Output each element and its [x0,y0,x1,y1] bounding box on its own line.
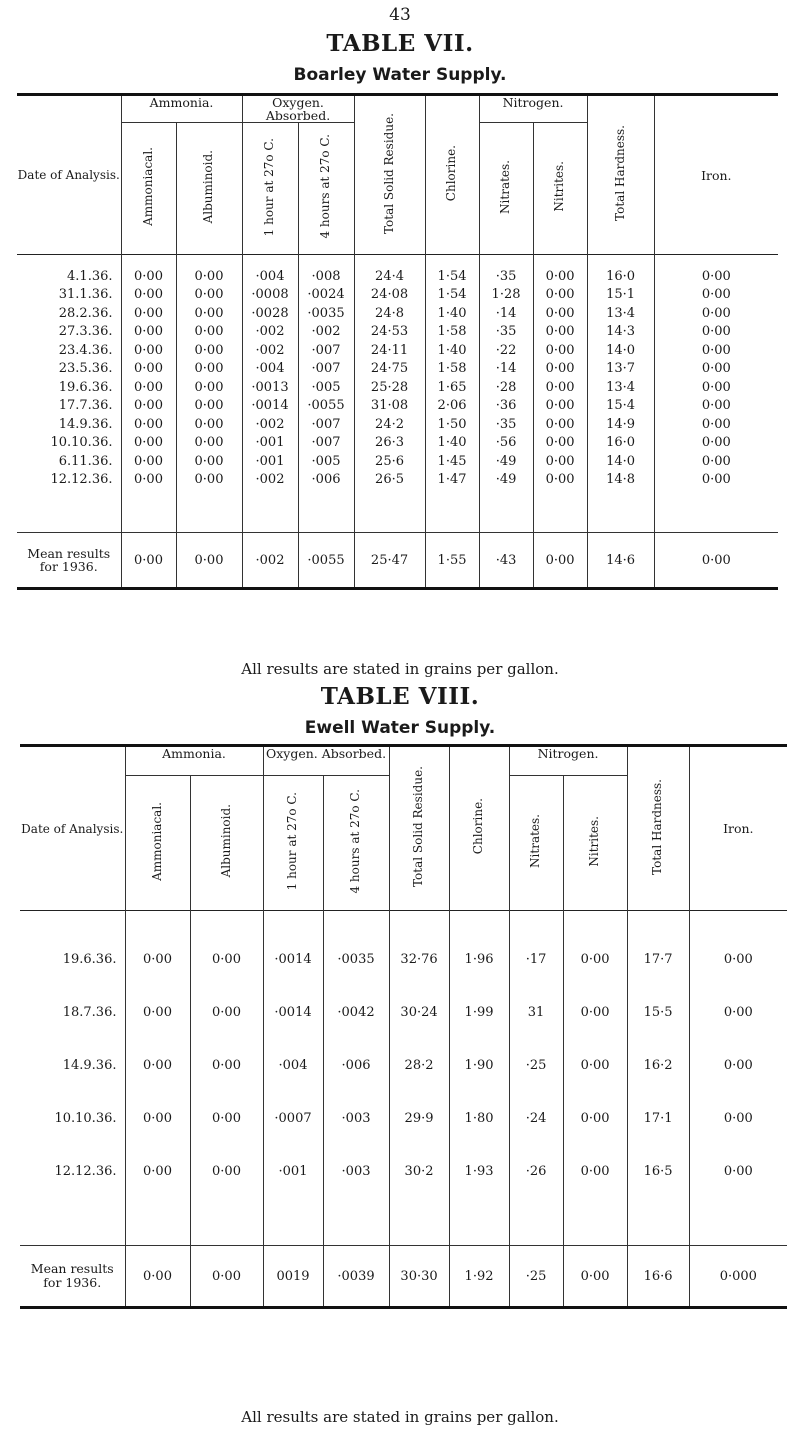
mean-cell: ·002 [242,533,298,589]
mean-cell: 0·00 [121,533,176,589]
table-vii [17,93,778,590]
date-cell: 4.1.36. [67,268,113,284]
mean-cell: 30·30 [389,1246,449,1308]
mean-cell: ·0055 [298,533,354,589]
value-cell: 0·00 [190,1145,263,1198]
value-cell: 0·00 [563,986,627,1039]
value-cell: ·002 [242,470,298,489]
value-cell: 0·00 [689,933,787,986]
date-cell: 12.12.36. [54,1163,117,1179]
value-cell: ·0024 [298,285,354,304]
value-cell: ·002 [242,322,298,341]
mean-cell: 1·92 [449,1246,509,1308]
date-cell: 10.10.36. [54,1110,117,1126]
page-number: 43 [389,5,411,25]
mean-cell: ·25 [509,1246,563,1308]
value-cell: 0·00 [533,285,587,304]
value-cell: 0·00 [176,359,242,378]
value-cell: 1·58 [425,359,479,378]
value-cell: 0·00 [121,470,176,489]
value-cell: 0·00 [125,986,190,1039]
value-cell: 1·54 [425,267,479,286]
value-cell: 0·00 [654,304,778,323]
value-cell: 16·2 [627,1039,689,1092]
value-cell: ·002 [298,322,354,341]
ammoniacal-header: Ammoniacal. [125,776,190,911]
date-cell: 10.10.36. [50,435,113,450]
value-cell: ·004 [242,359,298,378]
value-cell: ·49 [479,470,533,489]
value-cell: ·005 [298,452,354,471]
value-cell: 0·00 [654,267,778,286]
mean-cell: 0·00 [125,1246,190,1308]
table-row [17,341,778,360]
value-cell: 30·24 [389,986,449,1039]
value-cell: 1·65 [425,378,479,397]
date-cell: 28.2.36. [58,305,113,321]
date-cell: 6.11.36. [58,453,113,469]
nitrites-header: Nitrites. [563,776,627,911]
value-cell: 0·00 [689,1092,787,1145]
value-cell: ·0013 [242,378,298,397]
mean-cell: 0·00 [533,533,587,589]
value-cell: ·17 [509,933,563,986]
value-cell: ·0014 [263,933,323,986]
value-cell: 0·00 [533,415,587,434]
value-cell: 16·5 [627,1145,689,1198]
value-cell: 26·5 [354,470,425,489]
ammonia-header: Ammonia. [125,746,263,776]
value-cell: 0·00 [190,1092,263,1145]
total-solid-header: Total Solid Residue. [389,746,449,911]
value-cell: ·0014 [242,396,298,415]
value-cell: 0·00 [563,1145,627,1198]
value-cell: 0·00 [176,415,242,434]
value-cell: ·0028 [242,304,298,323]
value-cell: 24·4 [354,267,425,286]
value-cell: 0·00 [176,378,242,397]
value-cell: ·14 [479,304,533,323]
value-cell: ·003 [323,1145,389,1198]
mean-cell: 16·6 [627,1246,689,1308]
table-vii-subtitle: Boarley Water Supply. [293,65,507,85]
value-cell: 0·00 [533,470,587,489]
value-cell: ·007 [298,359,354,378]
mean-label: Mean results for 1936. [27,545,111,575]
value-cell: 0·00 [563,933,627,986]
mean-cell: ·0039 [323,1246,389,1308]
value-cell: 0·00 [176,285,242,304]
value-cell: 0·00 [533,396,587,415]
value-cell: 28·2 [389,1039,449,1092]
value-cell: 24·53 [354,322,425,341]
table-vii-title: TABLE VII. [326,30,474,57]
mean-cell: 0·00 [176,533,242,589]
value-cell: 0·00 [176,433,242,452]
value-cell: 1·96 [449,933,509,986]
value-cell: ·36 [479,396,533,415]
table-row [17,378,778,397]
value-cell: 13·4 [587,378,654,397]
ammoniacal-header: Ammoniacal. [121,123,176,255]
value-cell: 14·9 [587,415,654,434]
table-row [17,470,778,489]
table-viii-subtitle: Ewell Water Supply. [304,718,496,738]
date-cell: 12.12.36. [50,472,113,487]
value-cell: ·26 [509,1145,563,1198]
value-cell: 1·58 [425,322,479,341]
value-cell: ·007 [298,341,354,360]
oxygen-4h-header: 4 hours at 27o C. [298,123,354,255]
value-cell: 17·7 [627,933,689,986]
mean-cell: 0·00 [190,1246,263,1308]
value-cell: ·001 [263,1145,323,1198]
value-cell: 0·00 [176,322,242,341]
date-cell: 23.5.36. [58,361,113,376]
value-cell: 0·00 [689,1039,787,1092]
value-cell: 0·00 [125,1092,190,1145]
mean-cell: ·43 [479,533,533,589]
table-row [20,986,787,1039]
value-cell: ·005 [298,378,354,397]
value-cell: 0·00 [689,986,787,1039]
value-cell: ·0007 [263,1092,323,1145]
value-cell: 14·0 [587,452,654,471]
value-cell: 26·3 [354,433,425,452]
value-cell: ·002 [242,415,298,434]
table-viii-note: All results are stated in grains per gallon. [241,1408,559,1426]
oxygen-header: Oxygen. Absorbed. [242,95,354,123]
value-cell: ·49 [479,452,533,471]
mean-cell: 1·55 [425,533,479,589]
value-cell: 32·76 [389,933,449,986]
value-cell: 0·00 [533,433,587,452]
value-cell: ·0055 [298,396,354,415]
value-cell: ·28 [479,378,533,397]
table-row [17,415,778,434]
value-cell: 25·28 [354,378,425,397]
nitrogen-header: Nitrogen. [479,95,587,123]
value-cell: 0·00 [654,415,778,434]
value-cell: 1·45 [425,452,479,471]
value-cell: ·14 [479,359,533,378]
value-cell: 0·00 [654,452,778,471]
value-cell: 0·00 [654,359,778,378]
mean-cell: 0·00 [654,533,778,589]
table-row [17,433,778,452]
value-cell: 1·99 [449,986,509,1039]
date-header: Date of Analysis. [17,168,120,183]
table-row [17,452,778,471]
value-cell: 0·00 [190,986,263,1039]
value-cell: 0·00 [689,1145,787,1198]
value-cell: ·0008 [242,285,298,304]
value-cell: 0·00 [176,304,242,323]
date-cell: 14.9.36. [58,416,113,432]
value-cell: 16·0 [587,433,654,452]
value-cell: 24·2 [354,415,425,434]
value-cell: 0·00 [654,322,778,341]
ammonia-header: Ammonia. [121,95,242,123]
value-cell: ·0014 [263,986,323,1039]
hardness-header: Total Hardness. [587,95,654,255]
table-row [17,322,778,341]
value-cell: 0·00 [654,285,778,304]
value-cell: 17·1 [627,1092,689,1145]
total-solid-header: Total Solid Residue. [354,95,425,255]
value-cell: 24·11 [354,341,425,360]
value-cell: ·001 [242,433,298,452]
table-row [17,285,778,304]
date-cell: 17.7.36. [58,398,113,413]
value-cell: 1·28 [479,285,533,304]
value-cell: 0·00 [121,433,176,452]
value-cell: 0·00 [121,304,176,323]
value-cell: 0·00 [121,359,176,378]
value-cell: ·007 [298,415,354,434]
value-cell: 13·7 [587,359,654,378]
value-cell: 1·93 [449,1145,509,1198]
value-cell: 0·00 [125,1145,190,1198]
oxygen-1h-header: 1 hour at 27o C. [263,776,323,911]
value-cell: ·0035 [298,304,354,323]
value-cell: 0·00 [563,1092,627,1145]
value-cell: ·25 [509,1039,563,1092]
date-cell: 27.3.36. [58,324,113,339]
value-cell: 0·00 [176,452,242,471]
value-cell: 0·00 [654,396,778,415]
date-header: Date of Analysis. [21,821,124,836]
table-row [20,933,787,986]
value-cell: ·0042 [323,986,389,1039]
value-cell: 0·00 [654,433,778,452]
mean-cell: 0019 [263,1246,323,1308]
value-cell: 0·00 [176,470,242,489]
table-vii-note: All results are stated in grains per gallon. [241,660,559,678]
value-cell: ·001 [242,452,298,471]
mean-row [17,533,778,589]
value-cell: ·006 [323,1039,389,1092]
value-cell: 0·00 [190,1039,263,1092]
value-cell: 0·00 [654,341,778,360]
value-cell: 15·4 [587,396,654,415]
value-cell: ·24 [509,1092,563,1145]
date-cell: 23.4.36. [58,342,113,358]
mean-cell: 14·6 [587,533,654,589]
table-row [17,304,778,323]
value-cell: 31·08 [354,396,425,415]
oxygen-1h-header: 1 hour at 27o C. [242,123,298,255]
table-viii [20,744,787,1309]
value-cell: 0·00 [563,1039,627,1092]
value-cell: ·22 [479,341,533,360]
value-cell: 0·00 [533,267,587,286]
value-cell: 0·00 [533,359,587,378]
nitrates-header: Nitrates. [509,776,563,911]
table-row [20,1145,787,1198]
mean-cell: 0·000 [689,1246,787,1308]
value-cell: 0·00 [533,452,587,471]
nitrogen-header: Nitrogen. [509,746,627,776]
value-cell: ·008 [298,267,354,286]
value-cell: 0·00 [533,322,587,341]
value-cell: 0·00 [121,415,176,434]
value-cell: 15·1 [587,285,654,304]
value-cell: 14·0 [587,341,654,360]
chlorine-header: Chlorine. [449,746,509,911]
value-cell: 14·8 [587,470,654,489]
table-row [17,396,778,415]
iron-header: Iron. [654,95,778,255]
value-cell: ·35 [479,322,533,341]
value-cell: ·004 [263,1039,323,1092]
value-cell: ·004 [242,267,298,286]
oxygen-header: Oxygen. Absorbed. [263,746,389,776]
value-cell: 0·00 [176,341,242,360]
value-cell: 0·00 [121,452,176,471]
value-cell: 29·9 [389,1092,449,1145]
value-cell: 25·6 [354,452,425,471]
value-cell: 24·08 [354,285,425,304]
mean-cell: 25·47 [354,533,425,589]
value-cell: ·007 [298,433,354,452]
table-row [20,1092,787,1145]
value-cell: 1·90 [449,1039,509,1092]
value-cell: 0·00 [125,933,190,986]
hardness-header: Total Hardness. [627,746,689,911]
value-cell: ·56 [479,433,533,452]
nitrites-header: Nitrites. [533,123,587,255]
iron-header: Iron. [689,746,787,911]
oxygen-4h-header: 4 hours at 27o C. [323,776,389,911]
value-cell: 0·00 [121,378,176,397]
value-cell: 1·40 [425,304,479,323]
value-cell: 0·00 [190,933,263,986]
value-cell: ·002 [242,341,298,360]
value-cell: 0·00 [176,396,242,415]
mean-cell: 0·00 [563,1246,627,1308]
date-cell: 14.9.36. [62,1057,117,1073]
value-cell: 1·50 [425,415,479,434]
nitrates-header: Nitrates. [479,123,533,255]
value-cell: 0·00 [121,341,176,360]
value-cell: 0·00 [121,285,176,304]
value-cell: ·003 [323,1092,389,1145]
value-cell: 15·5 [627,986,689,1039]
value-cell: 0·00 [121,322,176,341]
value-cell: 30·2 [389,1145,449,1198]
mean-row [20,1246,787,1308]
value-cell: 1·80 [449,1092,509,1145]
value-cell: 24·8 [354,304,425,323]
table-row [17,359,778,378]
value-cell: 1·40 [425,341,479,360]
value-cell: 16·0 [587,267,654,286]
value-cell: 24·75 [354,359,425,378]
value-cell: 13·4 [587,304,654,323]
value-cell: 0·00 [654,378,778,397]
value-cell: ·006 [298,470,354,489]
value-cell: 0·00 [121,396,176,415]
value-cell: ·35 [479,415,533,434]
value-cell: 0·00 [533,378,587,397]
value-cell: ·0035 [323,933,389,986]
chlorine-header: Chlorine. [425,95,479,255]
date-cell: 19.6.36. [58,379,113,395]
value-cell: 1·47 [425,470,479,489]
value-cell: ·35 [479,267,533,286]
value-cell: 0·00 [121,267,176,286]
table-viii-title: TABLE VIII. [320,683,480,710]
date-cell: 31.1.36. [58,287,113,302]
albuminoid-header: Albuminoid. [176,123,242,255]
value-cell: 1·40 [425,433,479,452]
value-cell: 31 [509,986,563,1039]
date-cell: 19.6.36. [62,951,117,967]
value-cell: 14·3 [587,322,654,341]
mean-label: Mean results for 1936. [30,1261,114,1290]
value-cell: 0·00 [654,470,778,489]
table-row [20,1039,787,1092]
value-cell: 0·00 [125,1039,190,1092]
value-cell: 1·54 [425,285,479,304]
albuminoid-header: Albuminoid. [190,776,263,911]
date-cell: 18.7.36. [62,1004,117,1020]
value-cell: 0·00 [176,267,242,286]
value-cell: 0·00 [533,304,587,323]
value-cell: 2·06 [425,396,479,415]
table-row [17,267,778,286]
value-cell: 0·00 [533,341,587,360]
